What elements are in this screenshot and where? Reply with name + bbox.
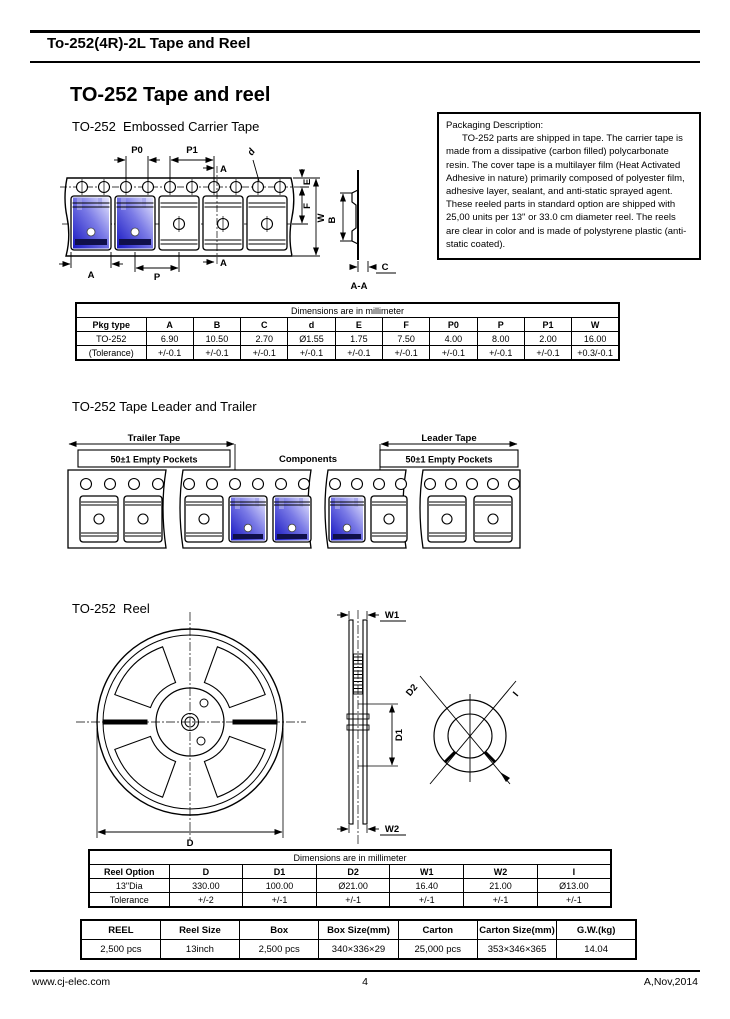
cell: 330.00 — [169, 879, 243, 893]
cell: 2.70 — [241, 332, 288, 346]
cell: 1.75 — [335, 332, 382, 346]
reel-front-view — [76, 612, 306, 840]
dimension-label-a-bottom: A — [87, 270, 95, 281]
col-header: Pkg type — [76, 318, 146, 332]
cell: 21.00 — [464, 879, 538, 893]
carrier-tape-heading: TO-252 Embossed Carrier Tape — [72, 119, 260, 134]
dimension-label-d2: D2 — [403, 682, 421, 699]
section-label-a-top: A — [220, 164, 227, 175]
dimension-label-w2: W2 — [384, 824, 400, 835]
col-header: Reel Size — [160, 920, 239, 940]
cell: +/-0.1 — [193, 346, 240, 361]
col-header: Reel Option — [89, 865, 169, 879]
section-label-a-bottom: A — [220, 258, 227, 269]
cell: +/-1 — [243, 893, 317, 908]
cell: 353×346×365 — [477, 940, 556, 960]
cell: Ø1.55 — [288, 332, 335, 346]
dimension-label-w: W — [316, 213, 327, 223]
cell: 10.50 — [193, 332, 240, 346]
table-caption: Dimensions are in millimeter — [76, 303, 619, 318]
col-header: A — [146, 318, 193, 332]
carrier-dimensions-table — [75, 302, 620, 361]
col-header: P1 — [524, 318, 571, 332]
cell: 2.00 — [524, 332, 571, 346]
leader-trailer-heading: TO-252 Tape Leader and Trailer — [72, 399, 257, 414]
section-caption-aa: A-A — [350, 281, 368, 292]
dimension-label-f: F — [302, 203, 313, 209]
dimension-label-c: C — [381, 262, 389, 273]
header-rule-bottom — [30, 61, 700, 63]
reel-diagram — [58, 606, 528, 848]
cell: 16.00 — [572, 332, 619, 346]
leader-pockets-label: 50±1 Empty Pockets — [405, 454, 493, 465]
dimension-label-b: B — [327, 216, 338, 224]
table-row — [89, 893, 611, 908]
cell: +/-0.1 — [477, 346, 524, 361]
reel-side-view — [337, 610, 406, 844]
cell: 340×336×29 — [319, 940, 398, 960]
col-header: REEL — [81, 920, 160, 940]
header-rule-top — [30, 30, 700, 33]
cell: +/-1 — [390, 893, 464, 908]
col-header: I — [537, 865, 611, 879]
cell: +/-0.1 — [146, 346, 193, 361]
pockets — [71, 196, 287, 250]
packing-table — [80, 919, 637, 960]
dimension-label-w1: W1 — [384, 610, 400, 621]
component-pockets — [229, 496, 365, 542]
section-view — [340, 170, 396, 273]
cell: +/-1 — [464, 893, 538, 908]
cell: +/-1 — [537, 893, 611, 908]
cell: 8.00 — [477, 332, 524, 346]
cell: +/-0.1 — [241, 346, 288, 361]
table-caption: Dimensions are in millimeter — [89, 850, 611, 865]
row-label: Tolerance — [89, 893, 169, 908]
cell: 100.00 — [243, 879, 317, 893]
dimension-label-e: E — [302, 178, 313, 186]
cell: 2,500 pcs — [81, 940, 160, 960]
cell: Ø21.00 — [316, 879, 390, 893]
col-header: Carton — [398, 920, 477, 940]
cell: Ø13.00 — [537, 879, 611, 893]
col-header: C — [241, 318, 288, 332]
reel-hub-detail — [420, 676, 516, 784]
col-header: Box — [240, 920, 319, 940]
table-row — [76, 346, 619, 361]
trailer-tape-label: Trailer Tape — [127, 433, 181, 444]
cell: +/-0.1 — [430, 346, 477, 361]
cell: +/-2 — [169, 893, 243, 908]
col-header: D2 — [316, 865, 390, 879]
col-header: E — [335, 318, 382, 332]
table-row — [81, 940, 636, 960]
row-label: (Tolerance) — [76, 346, 146, 361]
components-label: Components — [278, 454, 338, 465]
cell: +/-0.1 — [335, 346, 382, 361]
reel-dimensions-table — [88, 849, 612, 908]
col-header: D1 — [243, 865, 317, 879]
col-header: D — [169, 865, 243, 879]
dimension-label-p0: P0 — [131, 145, 143, 156]
footer-rule — [30, 970, 700, 972]
col-header: d — [288, 318, 335, 332]
col-header: G.W.(kg) — [557, 920, 636, 940]
page-header-title: To-252(4R)-2L Tape and Reel — [47, 35, 251, 52]
col-header: W1 — [390, 865, 464, 879]
cell: 2,500 pcs — [240, 940, 319, 960]
cell: 6.90 — [146, 332, 193, 346]
cell: +/-1 — [316, 893, 390, 908]
component-pocket — [71, 196, 111, 250]
dimension-label-reel-d: D — [186, 838, 194, 848]
table-row — [76, 332, 619, 346]
component-pocket — [115, 196, 155, 250]
dimension-label-d: d — [245, 146, 258, 158]
cell: 16.40 — [390, 879, 464, 893]
packaging-description-box — [437, 112, 701, 260]
cell: 25,000 pcs — [398, 940, 477, 960]
cell: +/-0.1 — [382, 346, 429, 361]
col-header: W — [572, 318, 619, 332]
dimension-label-d1: D1 — [394, 728, 405, 742]
packaging-title: Packaging Description: — [446, 120, 544, 131]
trailer-pockets-label: 50±1 Empty Pockets — [110, 454, 198, 465]
dimension-label-p1: P1 — [186, 145, 198, 156]
table-row — [89, 879, 611, 893]
empty-pocket — [159, 196, 287, 250]
dimension-label-p: P — [153, 272, 161, 283]
footer-page-number: 4 — [362, 976, 368, 988]
footer-revision-date: A,Nov,2014 — [643, 976, 698, 988]
col-header: Carton Size(mm) — [477, 920, 556, 940]
dimension-label-i: I — [511, 689, 522, 699]
col-header: P — [477, 318, 524, 332]
cell: 4.00 — [430, 332, 477, 346]
main-title: TO-252 Tape and reel — [70, 84, 271, 106]
cell: +/-0.1 — [288, 346, 335, 361]
col-header: B — [193, 318, 240, 332]
carrier-tape-diagram — [56, 140, 401, 295]
col-header: W2 — [464, 865, 538, 879]
row-label: TO-252 — [76, 332, 146, 346]
cell: 14.04 — [557, 940, 636, 960]
leader-tape-label: Leader Tape — [421, 433, 477, 444]
reel-heading: TO-252 Reel — [72, 601, 150, 616]
col-header: P0 — [430, 318, 477, 332]
cell: 13inch — [160, 940, 239, 960]
footer-website: www.cj-elec.com — [32, 976, 111, 988]
col-header: F — [382, 318, 429, 332]
row-label: 13"Dia — [89, 879, 169, 893]
cell: 7.50 — [382, 332, 429, 346]
leader-trailer-diagram — [58, 430, 523, 554]
packaging-body: TO-252 parts are shipped in tape. The carrier tape is made from a dissipative (carbon filled) polycarbonate resin. The cover tape is a multilayer film (Heat Activated Adhesive in nature) primarily composed of polyester film, adhesive layer, sealant, and anti-static sprayed agent. These reeled parts in standard option are shipped with 25,00 units per 13" or 33.0 cm diameter reel. The reels are clear in color and is made of polystyrene plastic (anti-static coated). — [446, 133, 687, 250]
cell: +0.3/-0.1 — [572, 346, 619, 361]
cell: +/-0.1 — [524, 346, 571, 361]
col-header: Box Size(mm) — [319, 920, 398, 940]
